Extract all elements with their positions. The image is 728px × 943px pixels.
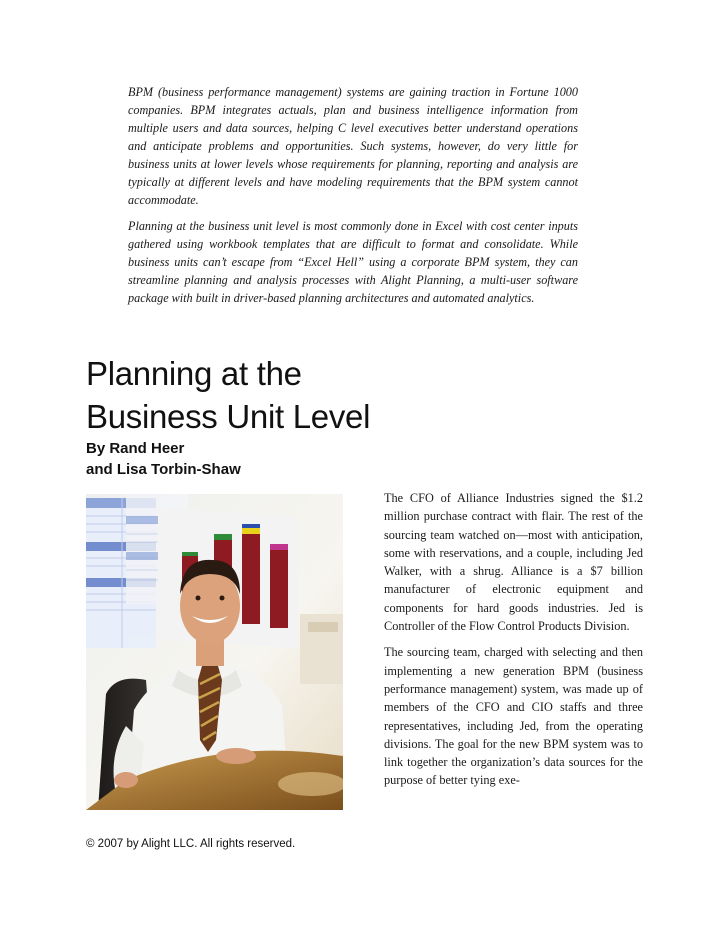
businessman-photo [86,494,343,810]
abstract-paragraph-1: BPM (business performance management) systems are gaining traction in Fortune 1000 companies. BPM integrates actuals, plan and business intelligence information from multiple users and data sources, helping C level executives better understand operations and anticipate problems and opportunities. Such systems, however, do very little for business units at lower levels whose requirements for planning, reporting and analysis are typically at different levels and have modeling requirements that the BPM system cannot accommodate. [128,85,578,207]
byline-line-1: By Rand Heer [86,440,185,457]
copyright-footer: © 2007 by Alight LLC. All rights reserved. [86,838,296,850]
body-paragraph-1: The CFO of Alliance Industries signed the $1.2 million purchase contract with flair. The rest of the sourcing team watched on—most with anticipation, some with reservations, and a couple, including Jed Walker, with a shrug. Alliance is a $7 billion manufacturer of electronic equipment and components for hard goods industries. Jed is Controller of the Flow Control Products Division. [384,491,643,634]
byline [86,438,241,480]
title-line-1: Planning at the [86,355,302,392]
abstract-paragraph-2: Planning at the business unit level is most commonly done in Excel with cost center inputs gathered using workbook templates that are difficult to format and consolidate. While business units can’t escape from “Excel Hell” using a corporate BPM system, they can streamline planning and analysis processes with Alight Planning, a multi-user software package with built in driver-based planning architectures and automated analytics. [128,219,578,305]
article-body [384,489,643,798]
title-line-2: Business Unit Level [86,398,371,435]
body-paragraph-2: The sourcing team, charged with selecting and then implementing a new generation BPM (business performance management) system, was made up of members of the CFO and CIO staffs and three representatives, including Jed, from the operating divisions. The goal for the new BPM system was to link together the organization’s data sources for the purpose of better tying exe- [384,645,643,788]
article-title [86,352,506,438]
byline-line-2: and Lisa Torbin-Shaw [86,461,241,478]
abstract [128,83,578,315]
